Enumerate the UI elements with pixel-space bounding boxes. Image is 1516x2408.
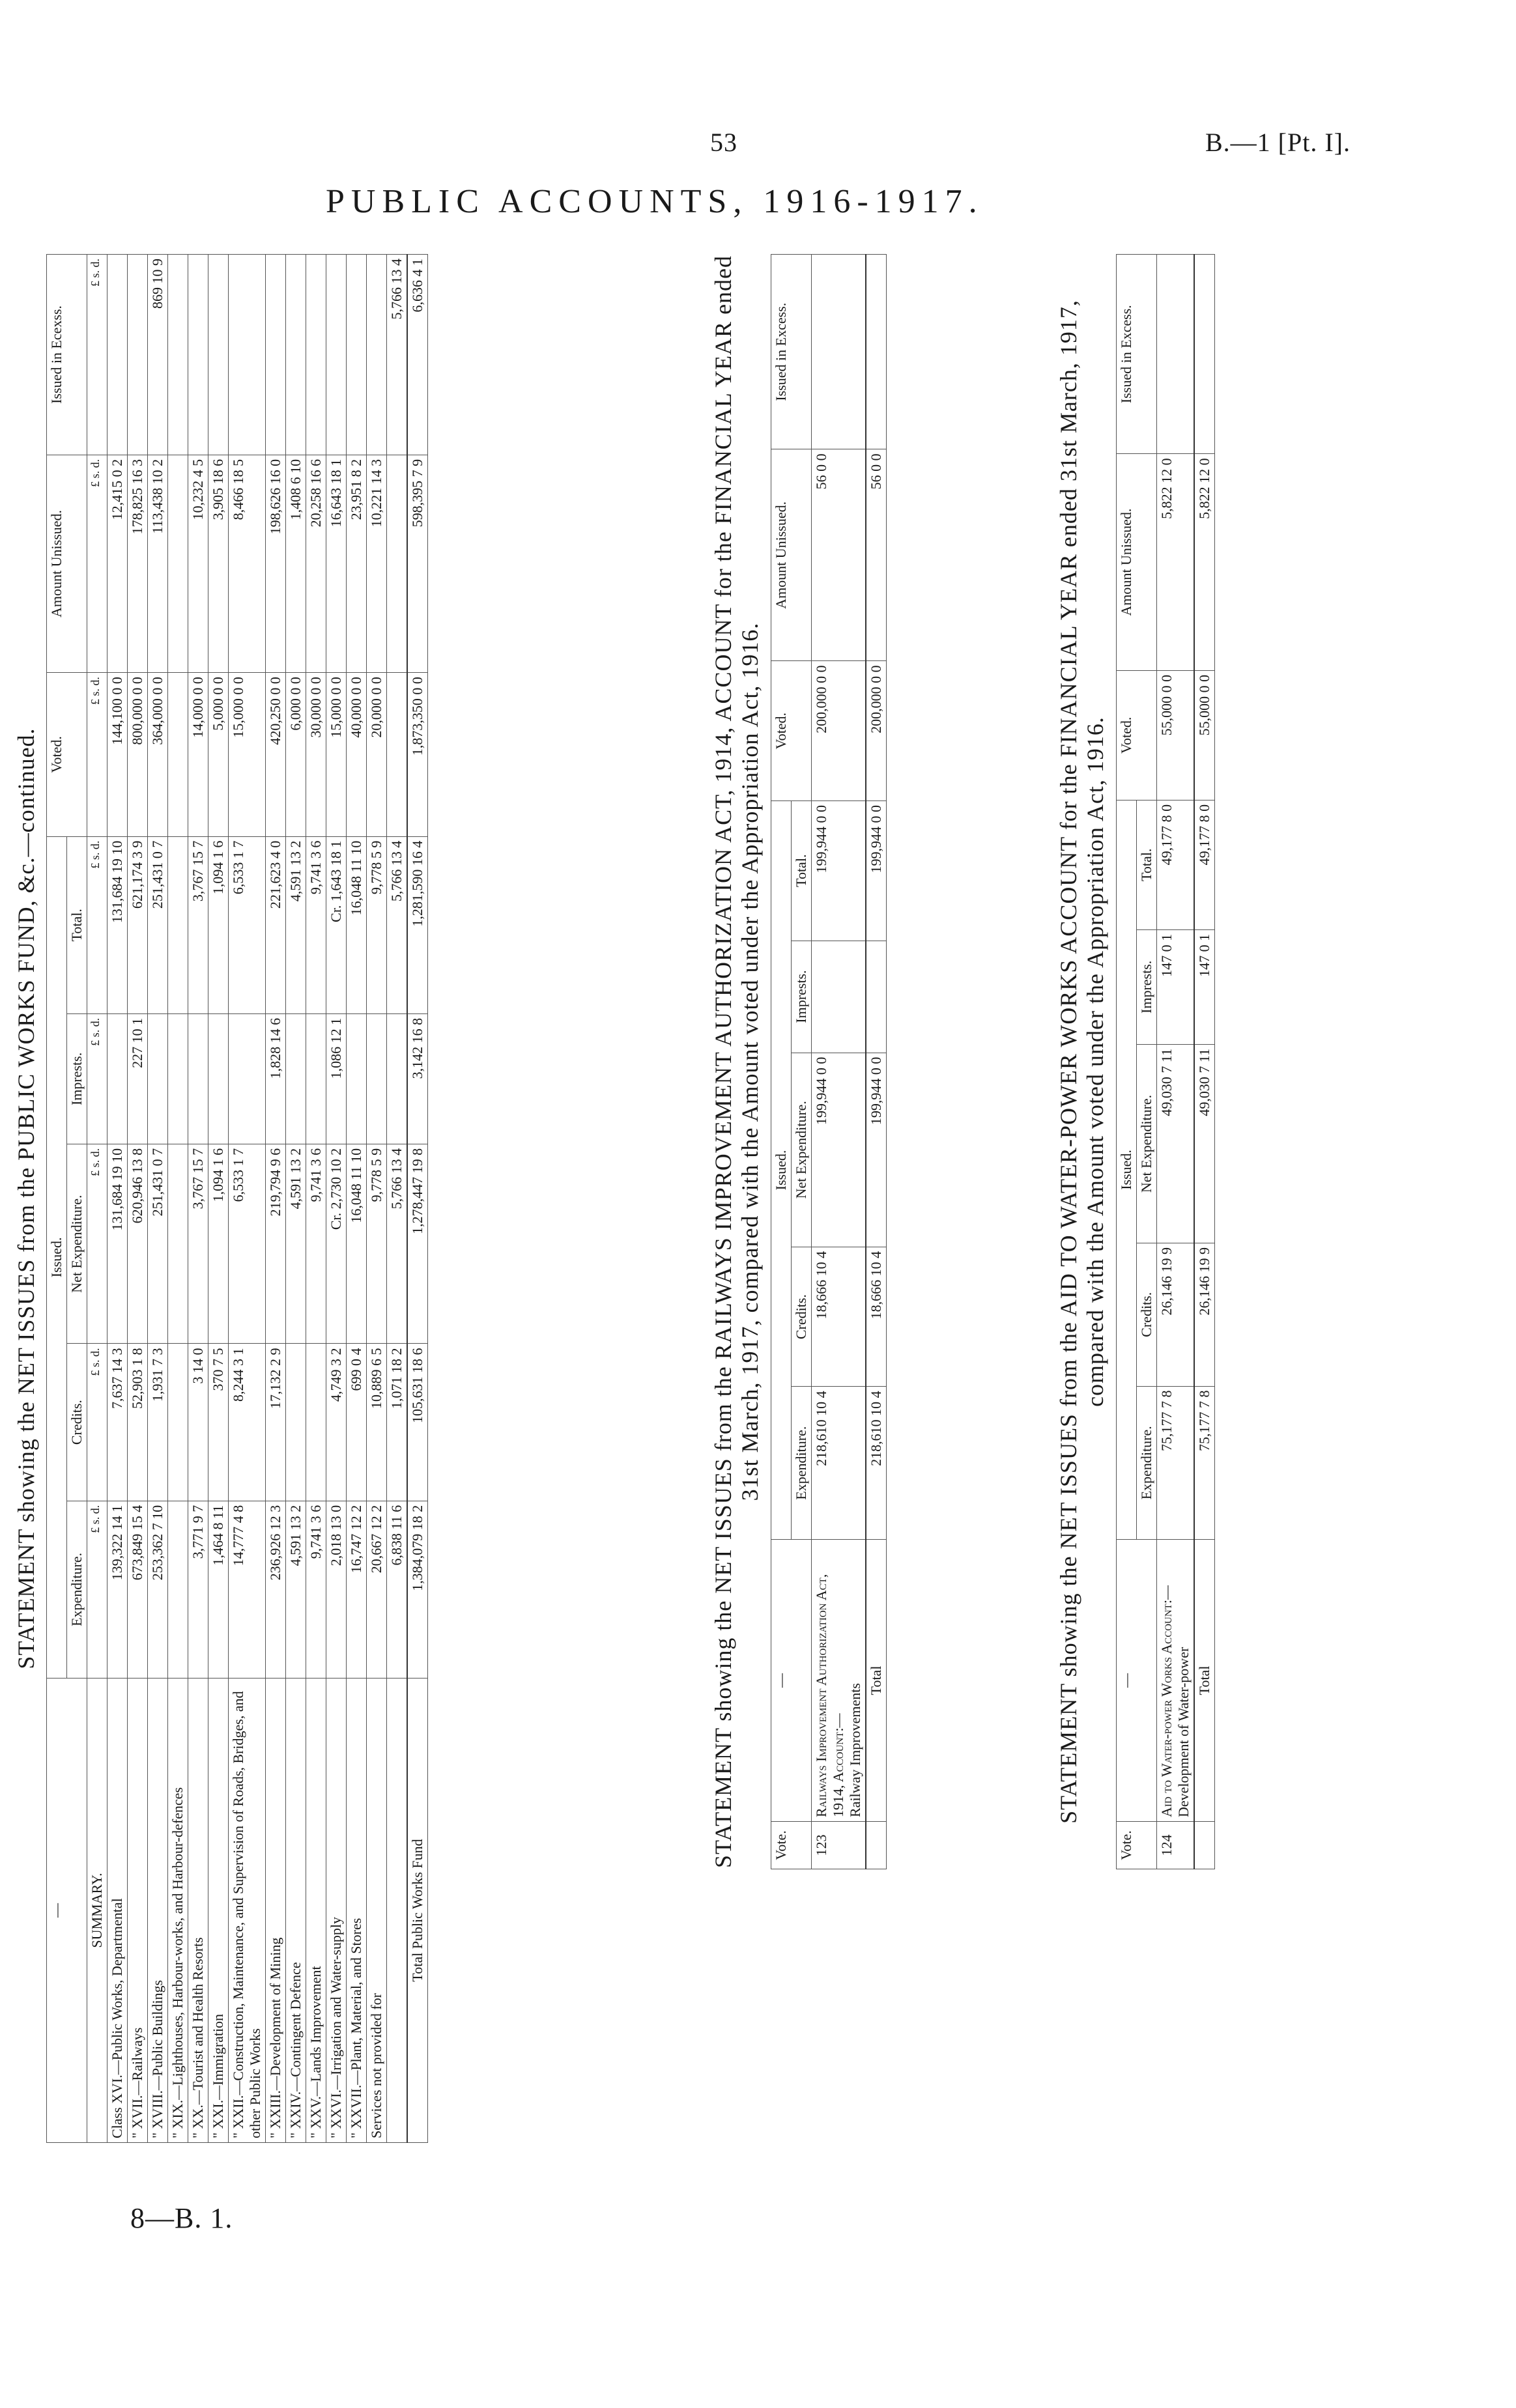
vote-number	[1194, 1822, 1215, 1869]
unissued-cell: 178,825 16 3	[128, 455, 148, 672]
table-row	[326, 255, 347, 2143]
net-expenditure-cell: 4,591 13 2	[286, 1144, 306, 1344]
col-group-issued: Issued.	[771, 800, 791, 1539]
credits-cell	[306, 1344, 326, 1501]
row-description: " XX.—Tourist and Health Resorts	[188, 1679, 208, 2143]
voted-cell	[168, 673, 188, 837]
imprests-cell	[188, 1013, 208, 1144]
row-description: " XXIII.—Development of Mining	[266, 1679, 286, 2143]
expenditure-cell: 253,362 7 10	[148, 1501, 168, 1678]
water-power-works-table	[1116, 254, 1215, 1869]
imprests-cell: 147 0 1	[1156, 929, 1194, 1044]
col-total: Total.	[1136, 800, 1156, 929]
expenditure-cell: 1,464 8 11	[208, 1501, 229, 1678]
expenditure-cell: 236,926 12 3	[266, 1501, 286, 1678]
unissued-cell: 5,822 12 0	[1156, 454, 1194, 671]
public-works-fund-table	[46, 254, 428, 2143]
unissued-cell: 23,951 8 2	[347, 455, 367, 672]
col-net-expenditure: Net Expenditure.	[67, 1144, 87, 1344]
excess-cell	[811, 255, 866, 449]
table-row	[168, 255, 188, 2143]
net-expenditure-cell: 49,030 7 11	[1156, 1044, 1194, 1243]
col-group-issued: Issued.	[47, 836, 67, 1678]
excess-cell	[286, 255, 306, 455]
imprests-cell	[866, 941, 887, 1053]
col-issued-in-excess: Issued in Excess.	[771, 255, 811, 449]
row-description: " XXIV.—Contingent Defence	[286, 1679, 306, 2143]
excess-cell	[367, 255, 387, 455]
imprests-cell	[107, 1013, 128, 1144]
total-cell: 49,177 8 0	[1194, 800, 1215, 929]
col-imprests: Imprests.	[791, 941, 811, 1053]
col-vote: Vote.	[771, 1822, 811, 1869]
col-expenditure: Expenditure.	[1136, 1386, 1156, 1539]
voted-cell: 420,250 0 0	[266, 673, 286, 837]
railways-improvement-table	[771, 254, 887, 1869]
unissued-cell: 598,395 7 9	[407, 455, 428, 672]
total-cell: 16,048 11 10	[347, 836, 367, 1013]
col-description: —	[47, 1679, 87, 2143]
voted-cell: 20,000 0 0	[367, 673, 387, 837]
section1-title: STATEMENT showing the NET ISSUES from the PUBLIC WORKS FUND, &c.—continued.	[13, 728, 39, 1669]
voted-cell: 15,000 0 0	[229, 673, 266, 837]
col-imprests: Imprests.	[1136, 929, 1156, 1044]
voted-cell: 5,000 0 0	[208, 673, 229, 837]
credits-cell: 18,666 10 4	[866, 1247, 887, 1387]
unissued-cell	[387, 455, 408, 672]
imprests-cell	[387, 1013, 408, 1144]
total-cell: 9,741 3 6	[306, 836, 326, 1013]
expenditure-cell: 3,771 9 7	[188, 1501, 208, 1678]
water-power-works-statement	[1055, 254, 1215, 1869]
credits-cell: 26,146 19 9	[1156, 1243, 1194, 1387]
net-expenditure-cell: 620,946 13 8	[128, 1144, 148, 1344]
unissued-cell: 3,905 18 6	[208, 455, 229, 672]
row-description: " XXI.—Immigration	[208, 1679, 229, 2143]
expenditure-cell: 2,018 13 0	[326, 1501, 347, 1678]
voted-cell: 364,000 0 0	[148, 673, 168, 837]
unissued-cell: 16,643 18 1	[326, 455, 347, 672]
net-expenditure-cell: 1,278,447 19 8	[407, 1144, 428, 1344]
expenditure-cell: 6,838 11 6	[387, 1501, 408, 1678]
col-description: —	[1116, 1540, 1156, 1822]
excess-cell	[107, 255, 128, 455]
col-amount-unissued: Amount Unissued.	[771, 449, 811, 661]
net-expenditure-cell: 5,766 13 4	[387, 1144, 408, 1344]
total-cell: 1,094 1 6	[208, 836, 229, 1013]
unissued-cell: 198,626 16 0	[266, 455, 286, 672]
col-description: —	[771, 1540, 811, 1822]
col-voted: Voted.	[1116, 670, 1156, 800]
voted-cell: 200,000 0 0	[811, 661, 866, 801]
expenditure-cell: 20,667 12 2	[367, 1501, 387, 1678]
unit-label: £ s. d.	[87, 1144, 107, 1344]
total-cell: 5,766 13 4	[387, 836, 408, 1013]
voted-cell: 1,873,350 0 0	[407, 673, 428, 837]
imprests-cell	[286, 1013, 306, 1144]
row-description: " XXV.—Lands Improvement	[306, 1679, 326, 2143]
net-expenditure-cell: 3,767 15 7	[188, 1144, 208, 1344]
credits-cell: 370 7 5	[208, 1344, 229, 1501]
imprests-cell: 1,086 12 1	[326, 1013, 347, 1144]
total-cell: 1,281,590 16 4	[407, 836, 428, 1013]
excess-cell	[188, 255, 208, 455]
credits-cell: 699 0 4	[347, 1344, 367, 1501]
table-row	[1156, 255, 1194, 1869]
col-credits: Credits.	[791, 1247, 811, 1387]
expenditure-cell: 4,591 13 2	[286, 1501, 306, 1678]
net-expenditure-cell: 9,778 5 9	[367, 1144, 387, 1344]
excess-cell: 5,766 13 4	[387, 255, 408, 455]
table-row	[266, 255, 286, 2143]
net-expenditure-cell: 6,533 1 7	[229, 1144, 266, 1344]
excess-cell	[266, 255, 286, 455]
net-expenditure-cell: 1,094 1 6	[208, 1144, 229, 1344]
row-description: Services not provided for	[367, 1679, 387, 2143]
vote-number	[866, 1822, 887, 1869]
unit-label: £ s. d.	[87, 1501, 107, 1678]
imprests-cell	[306, 1013, 326, 1144]
voted-cell: 30,000 0 0	[306, 673, 326, 837]
col-group-issued: Issued.	[1116, 800, 1136, 1539]
imprests-cell	[367, 1013, 387, 1144]
total-cell: 131,684 19 10	[107, 836, 128, 1013]
credits-cell: 18,666 10 4	[811, 1247, 866, 1387]
table-row	[387, 255, 408, 2143]
imprests-cell	[229, 1013, 266, 1144]
item-name: Railway Improvements	[846, 1683, 863, 1817]
imprests-cell	[148, 1013, 168, 1144]
row-description: " XXII.—Construction, Maintenance, and Supervision of Roads, Bridges, and other Public Works	[229, 1679, 266, 2143]
table-row	[811, 255, 866, 1869]
col-voted: Voted.	[771, 661, 811, 801]
units-row	[87, 255, 107, 2143]
col-voted: Voted.	[47, 673, 87, 837]
col-total: Total.	[67, 836, 87, 1013]
total-cell: 621,174 3 9	[128, 836, 148, 1013]
item-name: Development of Water-power	[1175, 1647, 1192, 1817]
total-cell: 6,533 1 7	[229, 836, 266, 1013]
page-number: 53	[710, 128, 737, 157]
credits-cell: 26,146 19 9	[1194, 1243, 1215, 1387]
imprests-cell: 3,142 16 8	[407, 1013, 428, 1144]
table-row	[148, 255, 168, 2143]
table-row	[208, 255, 229, 2143]
row-description: " XVIII.—Public Buildings	[148, 1679, 168, 2143]
total-row	[407, 255, 428, 2143]
unissued-cell: 10,221 14 3	[367, 455, 387, 672]
unit-label: £ s. d.	[87, 1013, 107, 1144]
net-expenditure-cell: 199,944 0 0	[811, 1053, 866, 1247]
voted-cell: 200,000 0 0	[866, 661, 887, 801]
expenditure-cell: 139,322 14 1	[107, 1501, 128, 1678]
voted-cell	[387, 673, 408, 837]
voted-cell: 144,100 0 0	[107, 673, 128, 837]
table-row	[128, 255, 148, 2143]
vote-number: 123	[811, 1822, 866, 1869]
total-cell: 4,591 13 2	[286, 836, 306, 1013]
total-cell	[168, 836, 188, 1013]
unissued-cell: 8,466 18 5	[229, 455, 266, 672]
excess-cell	[208, 255, 229, 455]
col-issued-in-excess: Issued in Ecexss.	[47, 255, 87, 455]
unit-label: £ s. d.	[87, 455, 107, 672]
col-credits: Credits.	[1136, 1243, 1156, 1387]
imprests-cell	[168, 1013, 188, 1144]
expenditure-cell: 14,777 4 8	[229, 1501, 266, 1678]
col-total: Total.	[791, 800, 811, 941]
table-row	[347, 255, 367, 2143]
total-label: Total	[866, 1540, 887, 1822]
total-cell: 199,944 0 0	[811, 800, 866, 941]
total-cell: 251,431 0 7	[148, 836, 168, 1013]
table-row	[229, 255, 266, 2143]
unissued-cell: 5,822 12 0	[1194, 454, 1215, 671]
net-expenditure-cell: 219,794 9 6	[266, 1144, 286, 1344]
imprests-cell: 227 10 1	[128, 1013, 148, 1144]
imprests-cell: 1,828 14 6	[266, 1013, 286, 1144]
excess-cell	[866, 255, 887, 449]
excess-cell	[306, 255, 326, 455]
document-reference: B.—1 [Pt. I].	[1205, 128, 1351, 157]
table-row	[367, 255, 387, 2143]
excess-cell	[168, 255, 188, 455]
voted-cell: 15,000 0 0	[326, 673, 347, 837]
col-expenditure: Expenditure.	[791, 1387, 811, 1540]
unit-label: £ s. d.	[87, 255, 107, 455]
public-works-fund-statement	[13, 254, 428, 2143]
col-net-expenditure: Net Expenditure.	[791, 1053, 811, 1247]
unit-label: £ s. d.	[87, 673, 107, 837]
total-cell: 221,623 4 0	[266, 836, 286, 1013]
total-row	[1194, 255, 1215, 1869]
total-cell: 3,767 15 7	[188, 836, 208, 1013]
account-heading: Aid to Water-power Works Account:—	[1158, 1585, 1175, 1817]
excess-cell: 6,636 4 1	[407, 255, 428, 455]
col-imprests: Imprests.	[67, 1013, 87, 1144]
col-issued-in-excess: Issued in Excess.	[1116, 255, 1156, 454]
voted-cell: 800,000 0 0	[128, 673, 148, 837]
voted-cell: 55,000 0 0	[1156, 670, 1194, 800]
total-label: Total Public Works Fund	[407, 1679, 428, 2143]
imprests-cell	[208, 1013, 229, 1144]
imprests-cell: 147 0 1	[1194, 929, 1215, 1044]
credits-cell: 10,889 6 5	[367, 1344, 387, 1501]
excess-cell	[229, 255, 266, 455]
credits-cell: 17,132 2 9	[266, 1344, 286, 1501]
col-net-expenditure: Net Expenditure.	[1136, 1044, 1156, 1243]
total-cell: 199,944 0 0	[866, 800, 887, 941]
voted-cell: 6,000 0 0	[286, 673, 306, 837]
table-row	[188, 255, 208, 2143]
credits-cell: 8,244 3 1	[229, 1344, 266, 1501]
voted-cell: 14,000 0 0	[188, 673, 208, 837]
unissued-cell: 56 0 0	[811, 449, 866, 661]
credits-cell: 1,931 7 3	[148, 1344, 168, 1501]
excess-cell	[128, 255, 148, 455]
expenditure-cell: 16,747 12 2	[347, 1501, 367, 1678]
total-cell: 49,177 8 0	[1156, 800, 1194, 929]
col-amount-unissued: Amount Unissued.	[1116, 454, 1156, 671]
unissued-cell: 10,232 4 5	[188, 455, 208, 672]
landscape-content	[13, 254, 1492, 2143]
expenditure-cell	[168, 1501, 188, 1678]
net-expenditure-cell	[168, 1144, 188, 1344]
table-row	[286, 255, 306, 2143]
excess-cell	[326, 255, 347, 455]
credits-cell: 52,903 1 8	[128, 1344, 148, 1501]
expenditure-cell: 218,610 10 4	[811, 1387, 866, 1540]
railways-improvement-statement	[710, 254, 887, 1869]
excess-cell	[347, 255, 367, 455]
col-amount-unissued: Amount Unissued.	[47, 455, 87, 672]
expenditure-cell: 218,610 10 4	[866, 1387, 887, 1540]
row-description	[387, 1679, 408, 2143]
unissued-cell: 12,415 0 2	[107, 455, 128, 672]
col-expenditure: Expenditure.	[67, 1501, 87, 1678]
row-description: " XXVII.—Plant, Material, and Stores	[347, 1679, 367, 2143]
row-description: Class XVI.—Public Works, Departmental	[107, 1679, 128, 2143]
voted-cell: 55,000 0 0	[1194, 670, 1215, 800]
unissued-cell: 56 0 0	[866, 449, 887, 661]
table-row	[107, 255, 128, 2143]
net-expenditure-cell: 251,431 0 7	[148, 1144, 168, 1344]
net-expenditure-cell: 9,741 3 6	[306, 1144, 326, 1344]
unissued-cell	[168, 455, 188, 672]
rotated-content-area	[13, 254, 1492, 2143]
account-heading: Railways Improvement Authorization Act, 1914, Account:—	[812, 1574, 846, 1817]
voted-cell: 40,000 0 0	[347, 673, 367, 837]
summary-label: SUMMARY.	[87, 1679, 107, 2143]
imprests-cell	[811, 941, 866, 1053]
net-expenditure-cell: 49,030 7 11	[1194, 1044, 1215, 1243]
credits-cell: 105,631 18 6	[407, 1344, 428, 1501]
row-description: " XVII.—Railways	[128, 1679, 148, 2143]
expenditure-cell: 1,384,079 18 2	[407, 1501, 428, 1678]
imprests-cell	[347, 1013, 367, 1144]
section2-title: STATEMENT showing the NET ISSUES from the RAILWAYS IMPROVEMENT AUTHORIZATION ACT, 1914, ACCOUNT for the FINANCIAL YEAR ended 31st March, 1917, compared with the Amount voted under the Appropriation Act, 1916.	[710, 255, 764, 1869]
excess-cell: 869 10 9	[148, 255, 168, 455]
total-cell: Cr. 1,643 18 1	[326, 836, 347, 1013]
excess-cell	[1194, 255, 1215, 454]
credits-cell: 3 14 0	[188, 1344, 208, 1501]
row-description	[811, 1540, 866, 1822]
row-description: " XIX.—Lighthouses, Harbour-works, and Harbour-defences	[168, 1679, 188, 2143]
vote-number: 124	[1156, 1822, 1194, 1869]
total-cell: 9,778 5 9	[367, 836, 387, 1013]
page-title: PUBLIC ACCOUNTS, 1916-1917.	[326, 183, 984, 220]
col-credits: Credits.	[67, 1344, 87, 1501]
expenditure-cell: 673,849 15 4	[128, 1501, 148, 1678]
footer-reference: 8—B. 1.	[130, 2202, 233, 2234]
net-expenditure-cell: 16,048 11 10	[347, 1144, 367, 1344]
unissued-cell: 1,408 6 10	[286, 455, 306, 672]
credits-cell	[286, 1344, 306, 1501]
credits-cell: 4,749 3 2	[326, 1344, 347, 1501]
credits-cell	[168, 1344, 188, 1501]
excess-cell	[1156, 255, 1194, 454]
credits-cell: 7,637 14 3	[107, 1344, 128, 1501]
col-vote: Vote.	[1116, 1822, 1156, 1869]
unit-label: £ s. d.	[87, 1344, 107, 1501]
credits-cell: 1,071 18 2	[387, 1344, 408, 1501]
expenditure-cell: 75,177 7 8	[1156, 1386, 1194, 1539]
total-row	[866, 255, 887, 1869]
section3-title: STATEMENT showing the NET ISSUES from the AID TO WATER-POWER WORKS ACCOUNT for the FINANCIAL YEAR ended 31st March, 1917, compared with the Amount voted under the Appropriation Act, 1916.	[1055, 300, 1109, 1824]
expenditure-cell: 9,741 3 6	[306, 1501, 326, 1678]
unissued-cell: 20,258 16 6	[306, 455, 326, 672]
unit-label: £ s. d.	[87, 836, 107, 1013]
row-description	[1156, 1540, 1194, 1822]
net-expenditure-cell: 131,684 19 10	[107, 1144, 128, 1344]
total-label: Total	[1194, 1540, 1215, 1822]
table-row	[306, 255, 326, 2143]
net-expenditure-cell: 199,944 0 0	[866, 1053, 887, 1247]
expenditure-cell: 75,177 7 8	[1194, 1386, 1215, 1539]
net-expenditure-cell: Cr. 2,730 10 2	[326, 1144, 347, 1344]
row-description: " XXVI.—Irrigation and Water-supply	[326, 1679, 347, 2143]
unissued-cell: 113,438 10 2	[148, 455, 168, 672]
